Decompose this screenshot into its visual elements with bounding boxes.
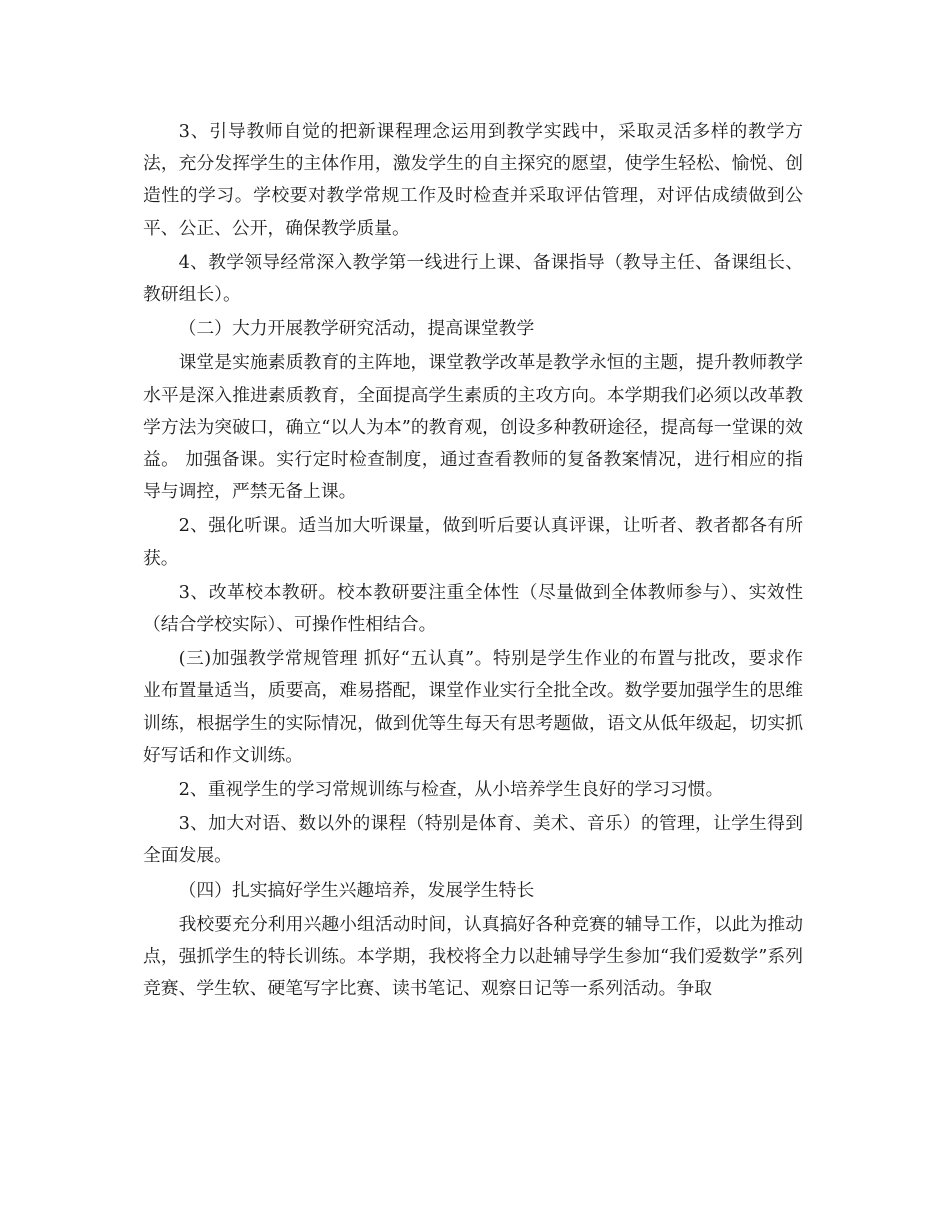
paragraph-other-courses: 3、加大对语、数以外的课程（特别是体育、美术、音乐）的管理，让学生得到全面发展。: [143, 813, 803, 867]
paragraph-competitions: 我校要充分利用兴趣小组活动时间，认真搞好各种竞赛的辅导工作，以此为推动点，强抓学生的特长训练。本学期，我校将全力以赴辅导学生参加“我们爱数学”系列竞赛、学生软、硬笔写字比赛、读书笔记、观察日记等一系列活动。争取: [143, 913, 803, 1000]
section-heading-student-interests: （四）扎实搞好学生兴趣培养，发展学生特长: [178, 879, 535, 901]
paragraph-teaching-practice: 3、引导教师自觉的把新课程理念运用到教学实践中，采取灵活多样的教学方法，充分发挥学生的主体作用，激发学生的自主探究的愿望，使学生轻松、愉悦、创造性的学习。学校要对教学常规工作及时检查并采取评估管理，对评估成绩做到公平、公正、公开，确保教学质量。: [143, 121, 803, 239]
paragraph-leadership-guidance: 4、教学领导经常深入教学第一线进行上课、备课指导（教导主任、备课组长、教研组长）。: [143, 251, 803, 306]
paragraph-school-research: 3、改革校本教研。校本教研要注重全体性（尽量做到全体教师参与）、实效性（结合学校实际）、可操作性相结合。: [143, 581, 803, 636]
paragraph-study-habits: 2、重视学生的学习常规训练与检查，从小培养学生良好的学习习惯。: [178, 779, 724, 801]
paragraph-lesson-observation: 2、强化听课。适当加大听课量，做到听后要认真评课，让听者、教者都各有所获。: [143, 515, 803, 569]
section-heading-teaching-research: （二）大力开展教学研究活动，提高课堂教学: [178, 318, 535, 340]
paragraph-routine-management: (三)加强教学常规管理 抓好“五认真”。特别是学生作业的布置与批改，要求作业布置量适当，质要高，难易搭配，课堂作业实行全批全改。数学要加强学生的思维训练，根据学生的实际情况，做到优等生每天有思考题做，语文从低年级起，切实抓好写话和作文训练。: [143, 648, 803, 766]
paragraph-classroom-reform: 课堂是实施素质教育的主阵地，课堂教学改革是教学永恒的主题，提升教师教学水平是深入推进素质教育，全面提高学生素质的主攻方向。本学期我们必须以改革教学方法为突破口，确立“以人为本”的教育观，创设多种教研途径，提高每一堂课的效益。 加强备课。实行定时检查制度，通过查看教师的复备教案情况，进行相应的指导与调控，严禁无备上课。: [143, 352, 803, 503]
document-body: [143, 116, 803, 1007]
